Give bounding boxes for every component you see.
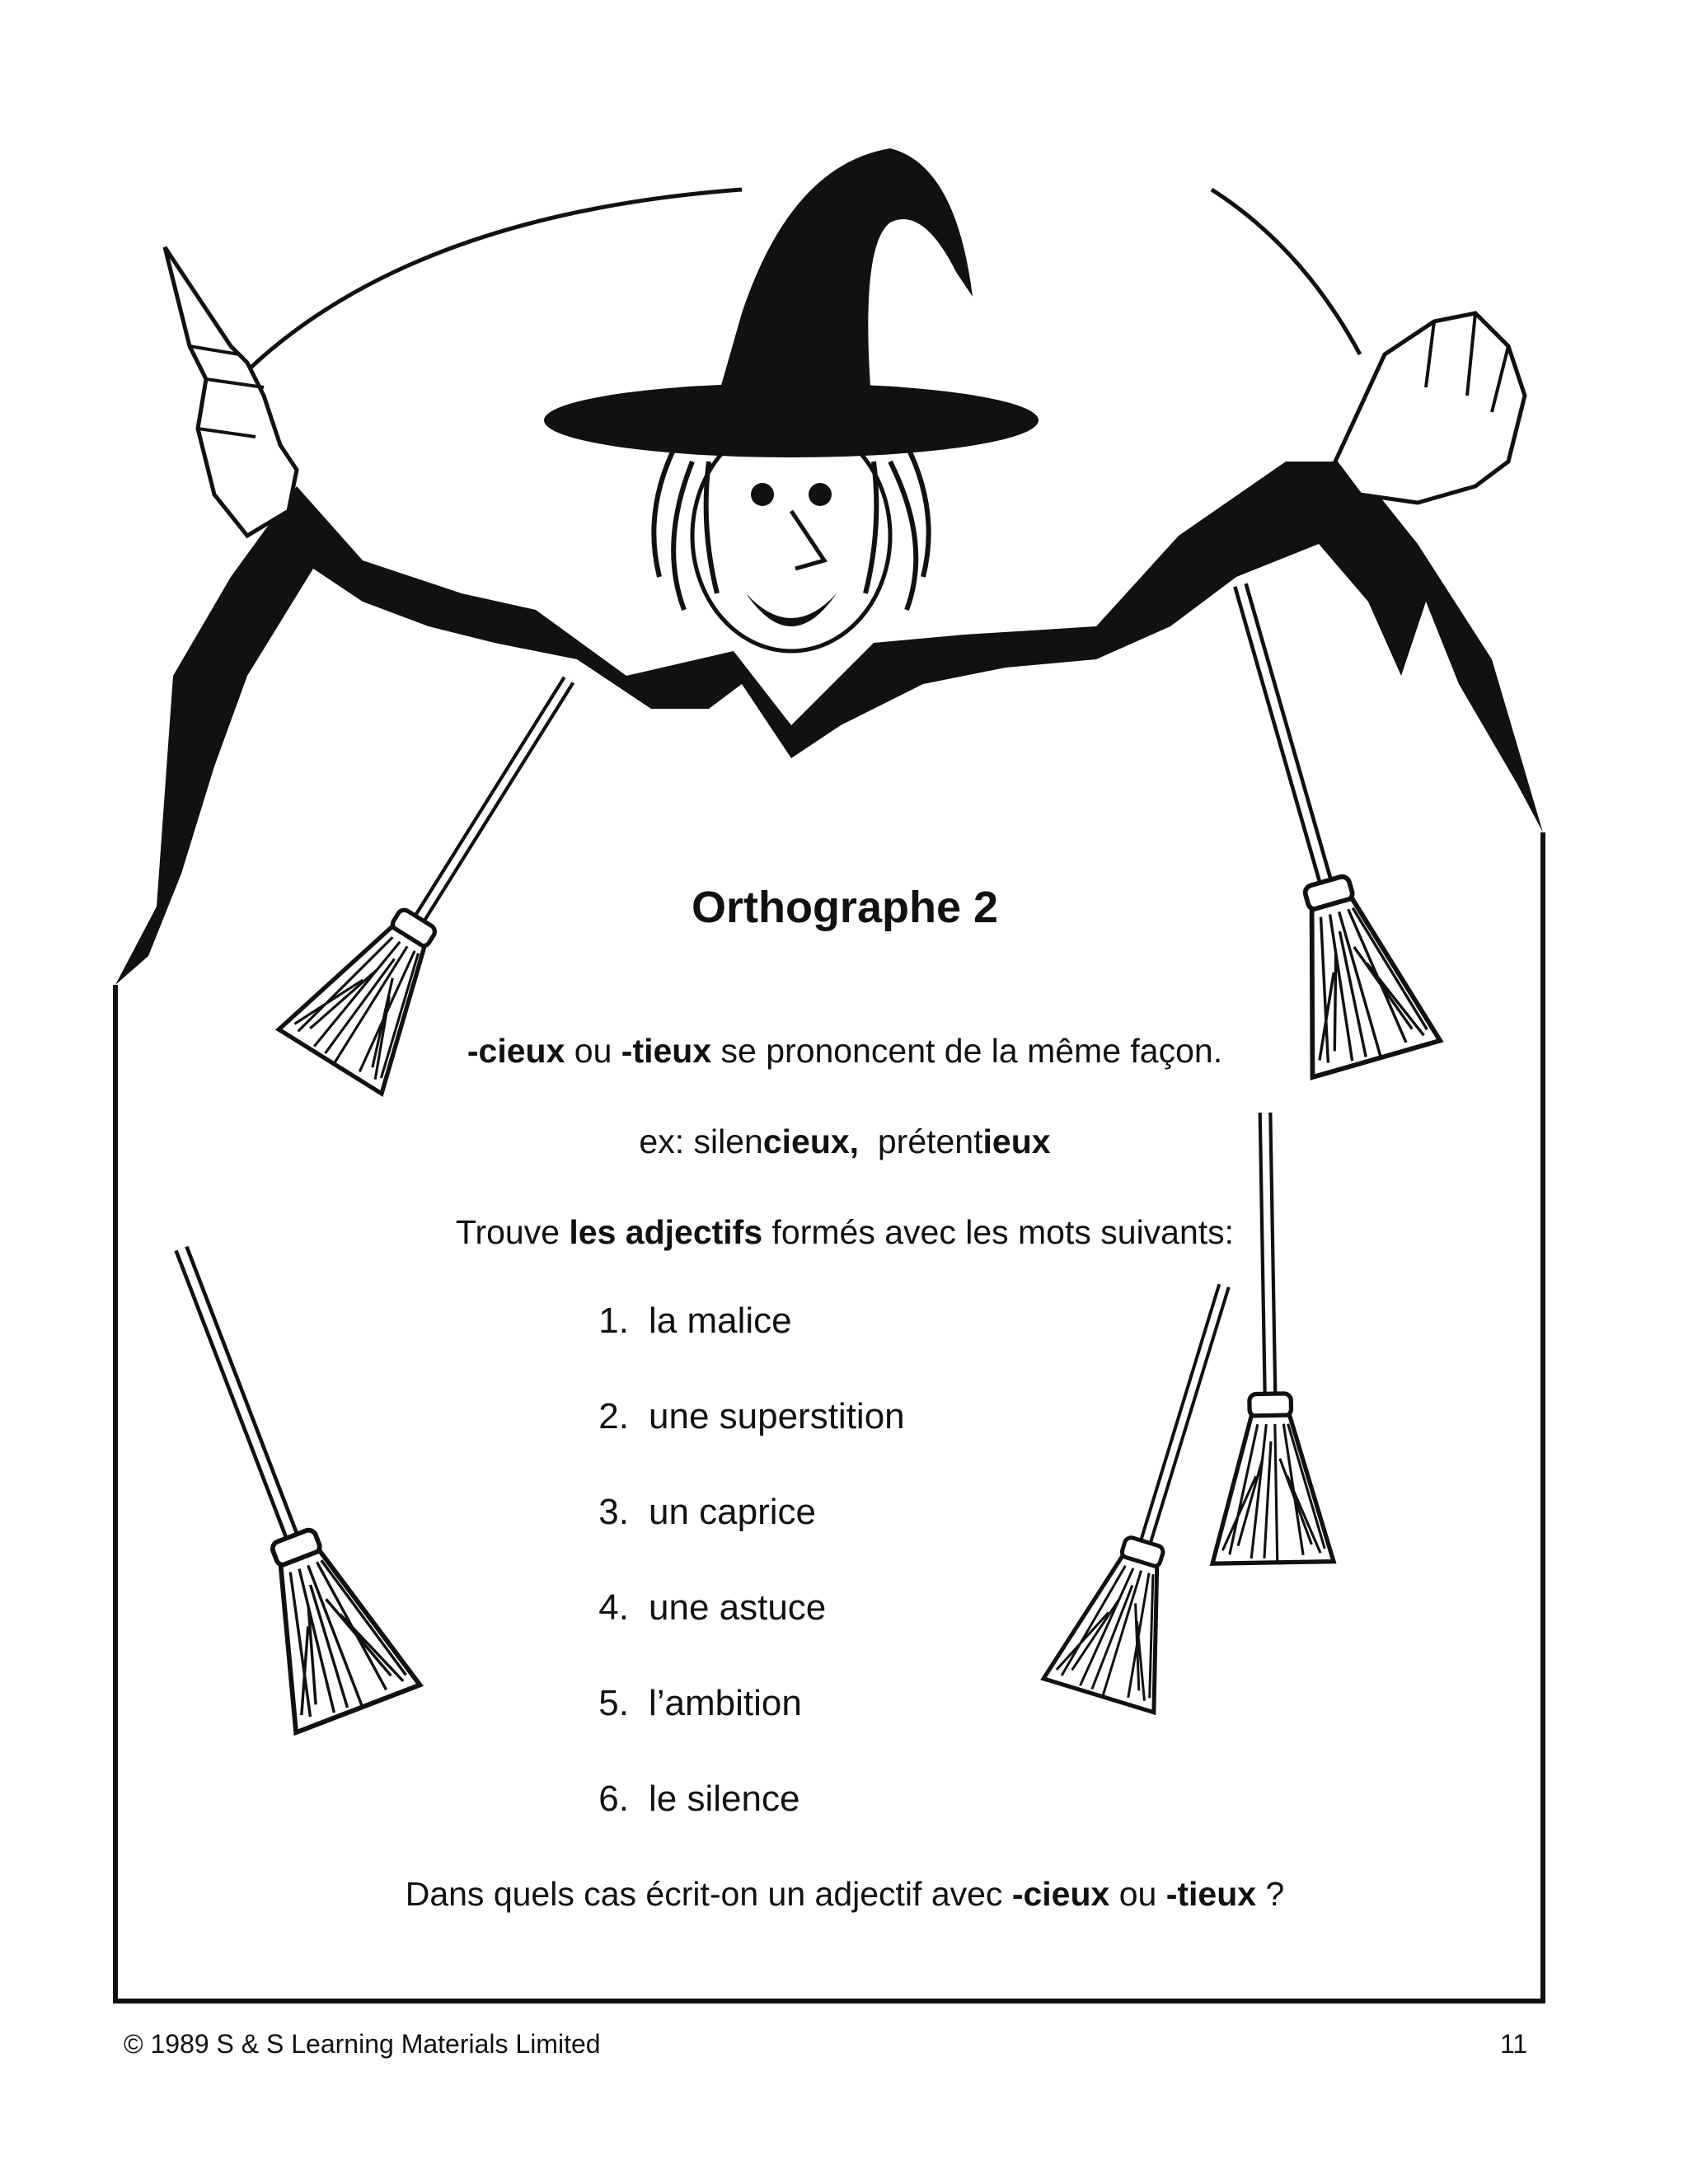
list-item-number: 5. <box>598 1683 629 1723</box>
witch-left-hand <box>165 247 297 536</box>
question-after: ? <box>1256 1875 1285 1913</box>
list-item-number: 4. <box>598 1587 629 1628</box>
list-item <box>573 1779 905 1874</box>
question-before: Dans quels cas écrit-on un adjectif avec <box>405 1875 1012 1913</box>
instruction-before: Trouve <box>455 1213 570 1251</box>
example-middle: prétent <box>859 1122 983 1160</box>
rule-sentence <box>115 1032 1574 1071</box>
list-item-text: une astuce <box>649 1587 827 1628</box>
rule-suffix-tieux: -tieux <box>621 1032 712 1070</box>
list-item <box>573 1492 905 1587</box>
rule-suffix-cieux: -cieux <box>467 1032 565 1070</box>
list-item <box>573 1396 905 1492</box>
rule-connector: ou <box>565 1032 621 1070</box>
example-line <box>115 1122 1574 1161</box>
example-bold2: ieux <box>982 1122 1051 1160</box>
copyright-notice: © 1989 S & S Learning Materials Limited <box>124 2029 601 2059</box>
page-number: 11 <box>1500 2029 1528 2059</box>
example-prefix: ex: silen <box>639 1122 763 1160</box>
list-item-number: 1. <box>598 1301 629 1341</box>
instruction-after: formés avec les mots suivants: <box>762 1213 1235 1251</box>
list-item-number: 3. <box>598 1492 629 1532</box>
list-item <box>573 1587 905 1683</box>
question-line <box>115 1875 1574 1914</box>
list-item-number: 2. <box>598 1396 629 1436</box>
list-item <box>573 1683 905 1779</box>
list-item-text: l’ambition <box>649 1683 802 1723</box>
word-list <box>573 1301 905 1874</box>
list-item-text: une superstition <box>649 1396 905 1436</box>
list-item-text: le silence <box>649 1779 800 1819</box>
rule-rest: se prononcent de la même façon. <box>711 1032 1223 1070</box>
list-item-text: la malice <box>649 1301 792 1341</box>
example-bold1: cieux, <box>762 1122 860 1160</box>
list-item-number: 6. <box>598 1779 629 1819</box>
instruction-line <box>115 1213 1574 1252</box>
question-middle: ou <box>1109 1875 1166 1913</box>
list-item-text: un caprice <box>649 1492 817 1532</box>
question-bold1: -cieux <box>1011 1875 1110 1913</box>
question-bold2: -tieux <box>1165 1875 1257 1913</box>
instruction-bold: les adjectifs <box>569 1213 763 1251</box>
page-title: Orthographe 2 <box>691 883 999 932</box>
witch-hat-brim <box>544 383 1039 457</box>
list-item <box>573 1301 905 1396</box>
